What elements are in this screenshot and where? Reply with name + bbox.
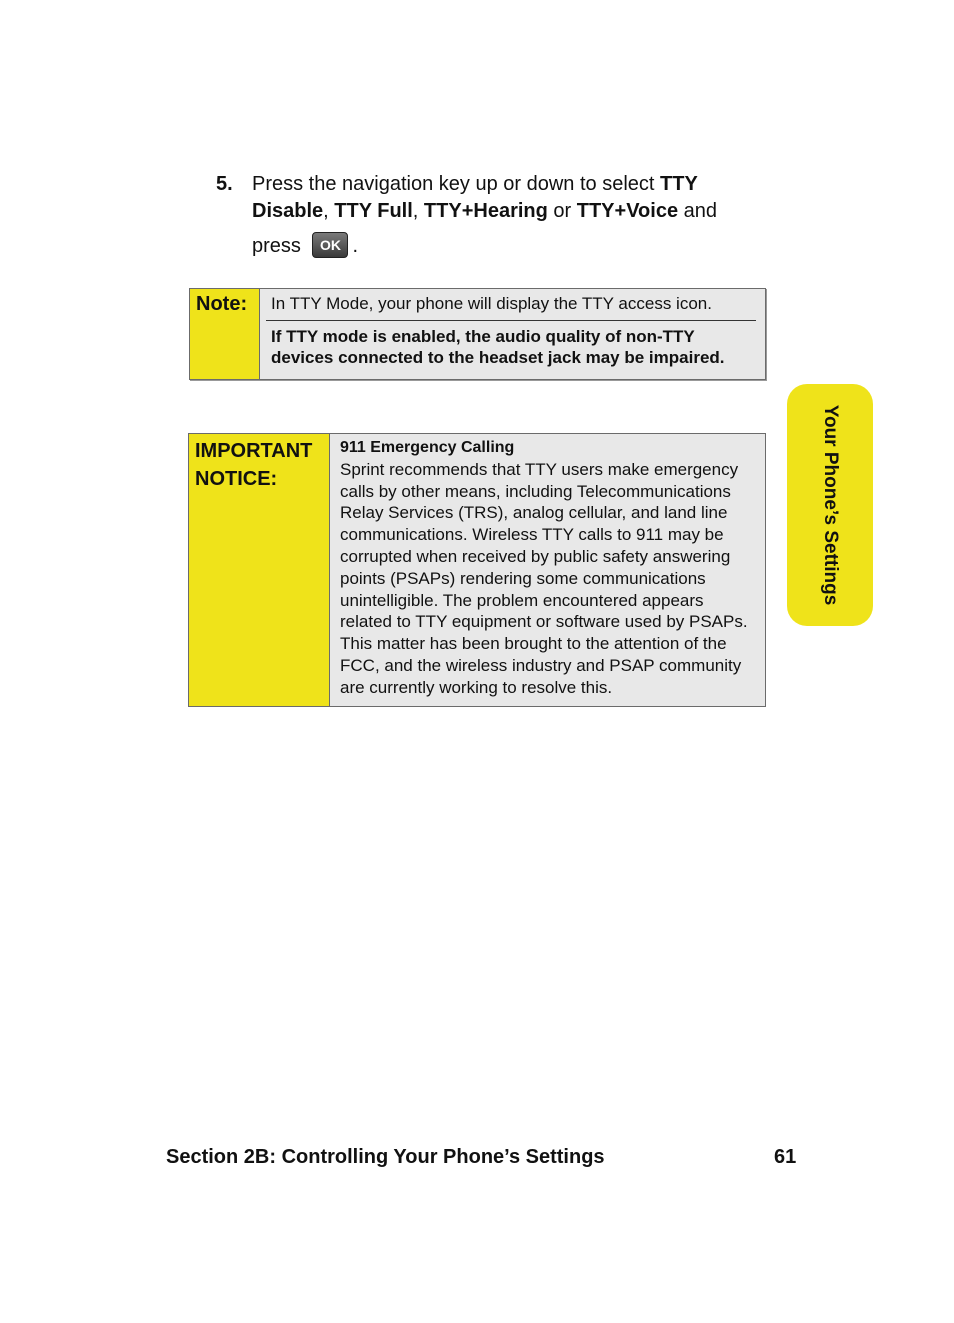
option-tty-hearing: TTY+Hearing <box>423 200 548 222</box>
notice-heading: 911 Emergency Calling <box>340 439 515 456</box>
note-text: In TTY Mode, your phone will display the TTY access icon. <box>271 294 712 313</box>
note-divider <box>266 320 756 321</box>
notice-body: Sprint recommends that TTY users make emergency calls by other means, including Telecommunications Relay Services (TRS), analog cellular, and land line communications. Wireless TTY calls to 911 may be corrupted when received by public safety answering points (PSAPs) rendering some communications unintelligible. The problem encountered appears related to TTY equipment or software used by PSAPs. This matter has been brought to the attention of the FCC, and the wireless industry and PSAP community are currently working to resolve this. <box>340 459 748 697</box>
notice-content <box>340 437 760 699</box>
note-label: Note: <box>190 289 260 379</box>
step-instruction: Press the navigation key up or down to select TTY Disable, TTY Full, TTY+Hearing or TTY+Voice and <box>252 173 718 222</box>
side-tab-label: Your Phone’s Settings <box>820 404 841 606</box>
important-notice-box <box>188 433 766 707</box>
notice-label: IMPORTANT NOTICE: <box>189 434 330 706</box>
ok-key-icon: OK <box>312 232 348 258</box>
step-text: Press the navigation key up or down to select <box>252 173 661 195</box>
option-tty-full: TTY Full <box>334 200 413 222</box>
page-number: 61 <box>774 1146 797 1168</box>
option-tty-disable: TTY Disable <box>252 173 698 222</box>
section-side-tab <box>787 384 873 626</box>
footer-section-title: Section 2B: Controlling Your Phone’s Settings <box>166 1146 605 1168</box>
step-number: 5. <box>216 173 233 195</box>
note-box <box>189 288 766 380</box>
press-line: press OK . <box>252 233 358 260</box>
press-label: press <box>252 235 301 257</box>
option-tty-voice: TTY+Voice <box>576 200 679 222</box>
note-warning: If TTY mode is enabled, the audio quality of non-TTY devices connected to the headset jack may be impaired. <box>271 327 725 367</box>
